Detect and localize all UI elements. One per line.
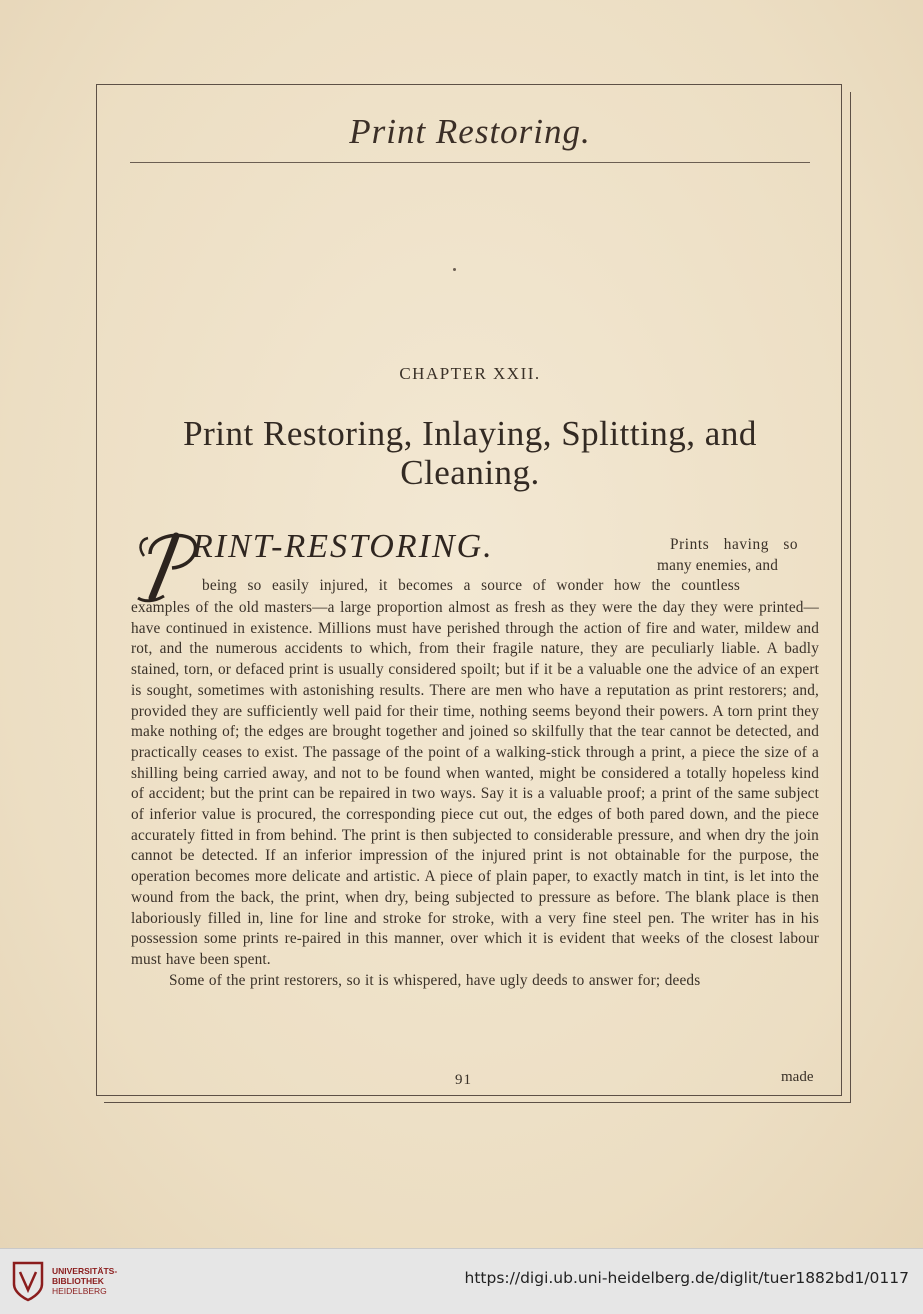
chapter-number: CHAPTER XXII. (399, 364, 541, 383)
intro-right-line-1: Prints having so (670, 536, 799, 553)
viewer-footer (0, 1248, 923, 1314)
chapter-title (130, 414, 810, 492)
intro-right-line-2: many enemies, and (657, 557, 779, 574)
intro-line-3: being so easily injured, it becomes a source of wonder how the countless (202, 577, 741, 594)
paper-speck (453, 268, 456, 271)
paragraph-1: examples of the old masters—a large proportion almost as fresh as they were the day they were printed—have continued in existence. Millions must have perished through the action of fire and water, mildew and rot, and the numerous accidents to which, from their fragile nature, they are peculiarly liable. A badly stained, torn, or defaced print is usually considered spoilt; but if it be a valuable one the advice of an expert is sought, sometimes with astonishing results. There are men who have a reputation as print restorers; and, provided they are sufficiently well paid for their time, nothing seems beyond their powers. A torn print they make nothing of; the edges are brought together and joined so skilfully that the tear cannot be detected, and practically ceases to exist. The passage of the point of a walking-stick through a print, a piece the size of a shilling being carried away, and not to be found when wanted, might be considered a totally hopeless kind of accident; but the print can be repaired in two ways. Say it is a valuable proof; a print of the same subject of inferior value is procured, the corresponding piece cut out, the edges of both pared down, and the piece accurately fitted in from behind. The print is then subjected to considerable pressure, and when dry the join cannot be detected. If an inferior impression of the injured print is not obtainable for the purpose, the operation becomes more delicate and artistic. A piece of plain paper, to exactly match in tint, is let into the wound from the back, the print, when dry, being subjected to pressure as before. The blank place is then laboriously filled in, line for line and stroke for stroke, with a very fine steel pen. The writer has in his possession some prints re-paired in this manner, over which it is evident that weeks of the closest labour must have been spent. (131, 599, 819, 968)
institution-line-3: HEIDELBERG (52, 1286, 107, 1296)
chapter-title-line-1: Print Restoring, Inlaying, Splitting, and (183, 414, 757, 453)
paragraph-2: Some of the print restorers, so it is whispered, have ugly deeds to answer for; deeds (169, 971, 701, 989)
university-seal-icon (11, 1260, 45, 1302)
page-number: 91 (455, 1072, 472, 1088)
body-text (131, 598, 819, 991)
running-head: Print Restoring. (349, 112, 591, 151)
ornate-heading: RINT-RESTORING. (192, 528, 494, 565)
catchword: made (781, 1069, 814, 1085)
head-rule (130, 162, 810, 163)
institution-line-1: UNIVERSITÄTS- (52, 1266, 118, 1276)
institution-line-2: BIBLIOTHEK (52, 1276, 104, 1286)
permalink-url[interactable]: https://digi.ub.uni-heidelberg.de/diglit/tuer1882bd1/0117 (464, 1269, 909, 1287)
chapter-title-line-2: Cleaning. (400, 453, 540, 492)
